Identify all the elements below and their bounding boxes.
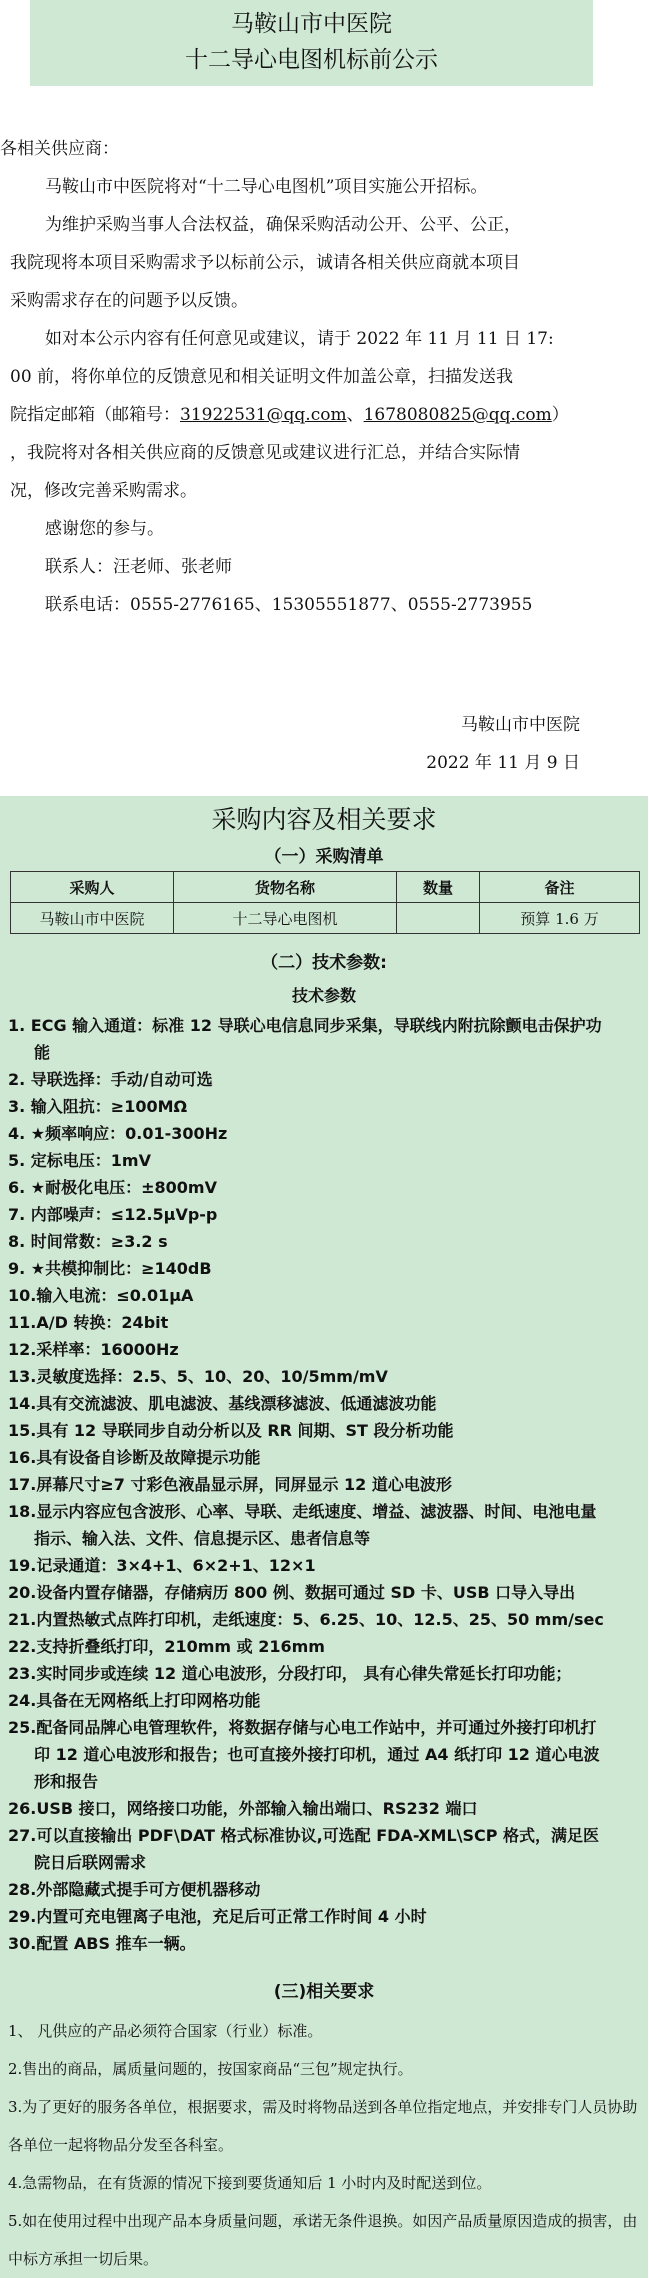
signature-org: 马鞍山市中医院 xyxy=(461,715,580,735)
table-cell: 马鞍山市中医院 xyxy=(11,903,174,934)
spec-item: 14.具有交流滤波、肌电滤波、基线漂移滤波、低通滤波功能 xyxy=(8,1394,437,1413)
table-header: 备注 xyxy=(480,872,640,903)
paragraph-purpose-3: 采购需求存在的问题予以反馈。 xyxy=(10,291,248,311)
spec-item: 26.USB 接口，网络接口功能，外部输入输出端口、RS232 端口 xyxy=(8,1799,478,1818)
tech-params-title: （二）技术参数: xyxy=(261,953,387,973)
spec-item: 9. ★共模抑制比：≥140dB xyxy=(8,1259,212,1278)
contact-line: 联系人：汪老师、张老师 xyxy=(45,557,232,577)
spec-item: 27.可以直接输出 PDF\DAT 格式标准协议,可选配 FDA-XML\SCP 格式，满足医院日后联网需求 xyxy=(8,1826,600,1872)
purchase-section xyxy=(0,796,648,2278)
table-header-row xyxy=(11,872,640,903)
spec-item: 23.实时同步或连续 12 道心电波形，分段打印， 具有心律失常延长打印功能； xyxy=(8,1664,572,1683)
email-link-1[interactable]: 31922531@qq.com xyxy=(180,405,347,425)
tech-params-subtitle: 技术参数 xyxy=(291,986,356,1005)
requirement-item: 3.为了更好的服务各单位，根据要求，需及时将物品送到各单位指定地点，并安排专门人员协助各单位一起将物品分发至各科室。 xyxy=(8,2098,638,2154)
paragraph-intro: 马鞍山市中医院将对“十二导心电图机”项目实施公开招标。 xyxy=(45,177,488,197)
spec-item: 12.采样率：16000Hz xyxy=(8,1340,179,1359)
spec-item: 18.显示内容应包含波形、心率、导联、走纸速度、增益、滤波器、时间、电池电量指示、输入法、文件、信息提示区、患者信息等 xyxy=(8,1502,597,1548)
table-header: 数量 xyxy=(397,872,480,903)
spec-item: 3. 输入阻抗：≥100MΩ xyxy=(8,1097,188,1116)
spec-item: 4. ★频率响应：0.01-300Hz xyxy=(8,1124,228,1143)
spec-item: 30.配置 ABS 推车一辆。 xyxy=(8,1934,196,1953)
spec-item: 7. 内部噪声：≤12.5μVp-p xyxy=(8,1205,218,1224)
notice-header xyxy=(30,0,593,86)
table-cell: 十二导心电图机 xyxy=(174,903,397,934)
purchase-title: 采购内容及相关要求 xyxy=(211,805,437,834)
email-prefix: 院指定邮箱（邮箱号： xyxy=(10,405,180,425)
table-header: 货物名称 xyxy=(174,872,397,903)
email-suffix: ） xyxy=(551,405,569,425)
spec-item: 1. ECG 输入通道：标准 12 导联心电信息同步采集，导联线内附抗除颤电击保护功能 xyxy=(8,1016,602,1062)
spec-item: 22.支持折叠纸打印，210mm 或 216mm xyxy=(8,1637,325,1656)
spec-item: 24.具备在无网格纸上打印网格功能 xyxy=(8,1691,261,1710)
email-separator: 、 xyxy=(346,405,364,425)
requirement-item: 5.如在使用过程中出现产品本身质量问题，承诺无条件退换。如因产品质量原因造成的损害，由中标方承担一切后果。 xyxy=(8,2212,638,2268)
requirement-item: 1、 凡供应的产品必须符合国家（行业）标准。 xyxy=(8,2022,323,2040)
spec-item: 5. 定标电压：1mV xyxy=(8,1151,151,1170)
table-cell xyxy=(397,903,480,934)
salutation: 各相关供应商： xyxy=(0,139,119,159)
spec-item: 2. 导联选择：手动/自动可选 xyxy=(8,1070,213,1089)
spec-item: 21.内置热敏式点阵打印机，走纸速度：5、6.25、10、12.5、25、50 mm/sec xyxy=(8,1610,604,1629)
paragraph-purpose-1: 为维护采购当事人合法权益，确保采购活动公开、公平、公正， xyxy=(45,215,521,235)
table-cell: 预算 1.6 万 xyxy=(480,903,640,934)
paragraph-purpose-2: 我院现将本项目采购需求予以标前公示，诚请各相关供应商就本项目 xyxy=(10,253,520,273)
requirements-title: (三)相关要求 xyxy=(273,1982,375,2002)
spec-item: 13.灵敏度选择：2.5、5、10、20、10/5mm/mV xyxy=(8,1367,388,1386)
requirements-list xyxy=(8,2012,638,2278)
requirement-item: 4.急需物品，在有货源的情况下接到要货通知后 1 小时内及时配送到位。 xyxy=(8,2174,492,2192)
phone-line: 联系电话：0555-2776165、15305551877、0555-2773955 xyxy=(45,595,533,615)
spec-item: 28.外部隐藏式提手可方便机器移动 xyxy=(8,1880,261,1899)
spec-item: 8. 时间常数：≥3.2 s xyxy=(8,1232,168,1251)
purchase-list-title: （一）采购清单 xyxy=(264,847,384,867)
thanks-line: 感谢您的参与。 xyxy=(45,519,164,539)
email-link-2[interactable]: 1678080825@qq.com xyxy=(363,405,552,425)
spec-item: 16.具有设备自诊断及故障提示功能 xyxy=(8,1448,261,1467)
spec-item: 17.屏幕尺寸≥7 寸彩色液晶显示屏，同屏显示 12 道心电波形 xyxy=(8,1475,452,1494)
paragraph-feedback-1: 如对本公示内容有任何意见或建议，请于 2022 年 11 月 11 日 17: xyxy=(45,329,554,349)
notice-letter xyxy=(0,130,600,624)
spec-item: 29.内置可充电锂离子电池，充足后可正常工作时间 4 小时 xyxy=(8,1907,427,1926)
signature-date: 2022 年 11 月 9 日 xyxy=(426,753,580,773)
spec-item: 19.记录通道：3×4+1、6×2+1、12×1 xyxy=(8,1556,316,1575)
table-header: 采购人 xyxy=(11,872,174,903)
notice-title: 十二导心电图机标前公示 xyxy=(185,47,438,73)
spec-item: 25.配备同品牌心电管理软件，将数据存储与心电工作站中，并可通过外接打印机打印 12 道心电波形和报告；也可直接外接打印机，通过 A4 纸打印 12 道心电波形和报告 xyxy=(8,1718,600,1791)
hospital-name: 马鞍山市中医院 xyxy=(231,11,392,37)
requirement-item: 2.售出的商品，属质量问题的，按国家商品“三包”规定执行。 xyxy=(8,2060,413,2078)
purchase-table xyxy=(10,871,640,934)
paragraph-feedback-3 xyxy=(0,396,600,434)
paragraph-feedback-5: 况，修改完善采购需求。 xyxy=(10,481,197,501)
spec-item: 20.设备内置存储器，存储病历 800 例、数据可通过 SD 卡、USB 口导入导出 xyxy=(8,1583,576,1602)
spec-item: 6. ★耐极化电压：±800mV xyxy=(8,1178,217,1197)
spec-item: 10.输入电流：≤0.01μA xyxy=(8,1286,194,1305)
spec-list xyxy=(8,1012,608,1957)
table-row xyxy=(11,903,640,934)
paragraph-feedback-2: 00 前，将你单位的反馈意见和相关证明文件加盖公章，扫描发送我 xyxy=(10,367,514,387)
paragraph-feedback-4: ，我院将对各相关供应商的反馈意见或建议进行汇总，并结合实际情 xyxy=(10,443,520,463)
spec-item: 11.A/D 转换：24bit xyxy=(8,1313,169,1332)
spec-item: 15.具有 12 导联同步自动分析以及 RR 间期、ST 段分析功能 xyxy=(8,1421,454,1440)
